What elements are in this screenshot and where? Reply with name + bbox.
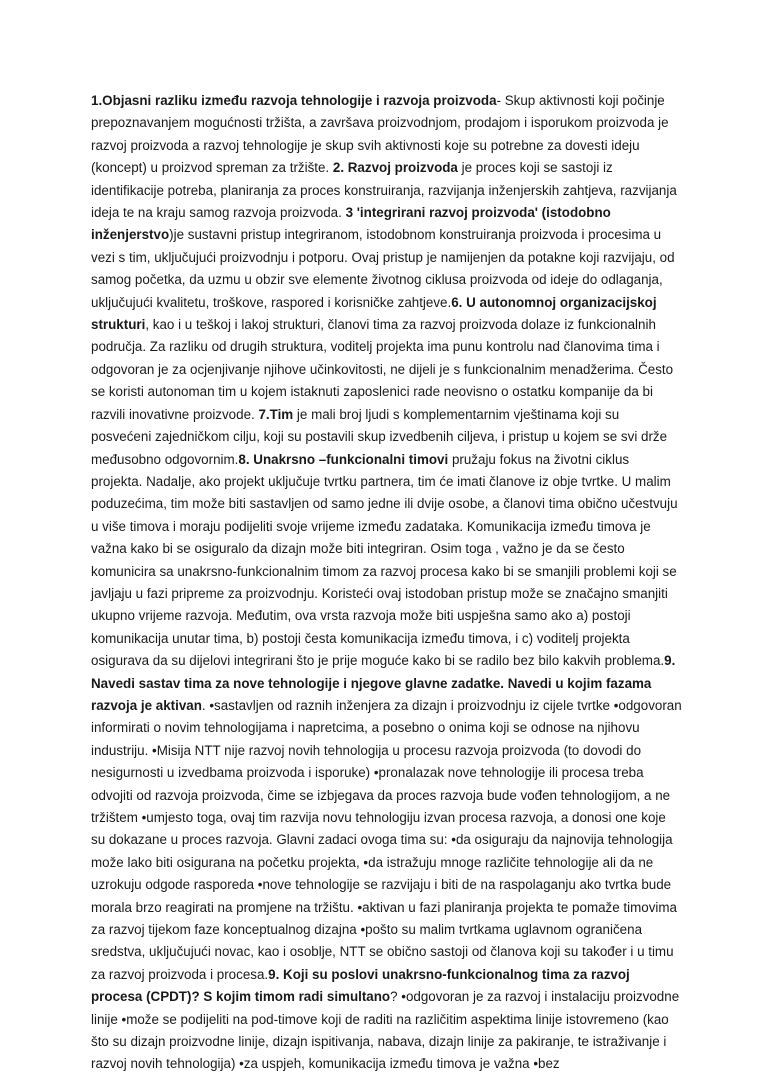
paragraph-q7: je mali broj ljudi s komplementarnim vještinama koji su posvećeni zajedničkom cilju, koji su postavili skup izvedbenih ciljeva, i pristup u kojem se svi drže međusobno odgovornim. [91,406,668,467]
heading-q9b: 9. Koji su poslovi unakrsno-funkcionalnog tima za razvoj procesa (CPDT)? S kojim timom radi simultano [91,966,630,1005]
heading-q9a: 9. Navedi sastav tima za nove tehnologije i njegove glavne zadatke. Navedi u kojim fazama razvoja je aktivan [91,653,676,713]
heading-q8: 8. Unakrsno –funkcionalni timovi [238,451,449,467]
heading-q1: 1.Objasni razliku između razvoja tehnologije i razvoja proizvoda [91,93,497,108]
paragraph-q6: , kao i u teškoj i lakoj strukturi, članovi tima za razvoj proizvoda dolaze iz funkcionalnih područja. Za razliku od drugih struktura, voditelj projekta ima punu kontrolu nad članovima tima i odgovoran je za ocjenjivanje njihove učinkovitosti, ne dijeli je s funkcionalnim menadžerima. Često se koristi autonoman tim u kojem istaknuti zaposlenici rade neovisno o ostatku kompanije da bi razvili inovativne proizvode. [91,317,674,422]
heading-q2: 2. Razvoj proizvoda [332,160,458,176]
heading-q6: 6. U autonomnoj organizacijskoj strukturi [91,294,657,333]
paragraph-q3: )je sustavni pristup integriranom, istodobnom konstruiranja proizvoda i procesima u vezi s tim, uključujući proizvodnju i potporu. Ovaj pristup je namijenjen da potakne koji razvijaju, od samog početka, da uzmu u obzir sve elemente životnog ciklusa proizvoda od ideje do odlaganja, uključujući kvalitetu, troškove, raspored i korisničke zahtjeve. [91,227,675,310]
paragraph-q9b: ? •odgovoran je za razvoj i instalaciju proizvodne linije •može se podijeliti na pod-timove koji de raditi na različitim aspektima linije istovremeno (kao što su dizajn proizvodne linije, dizajn ispitivanja, nabava, dizajn linije za pakiranje, te istraživanje i razvoj novih tehnologija) •za uspjeh, komunikacija između timova je važna •bez [91,989,680,1072]
document-body [91,90,683,1076]
heading-q3: 3 'integrirani razvoj proizvoda' (istodobno inženjerstvo [91,205,611,243]
paragraph-q8: pružaju fokus na životni ciklus projekta. Nadalje, ako projekt uključuje tvrtku partnera, tim će imati članove iz obje tvrtke. U malim poduzećima, tim može biti sastavljen od samo jedne ili dvije osobe, a članovi tima obično učestvuju u više timova i moraju podijeliti svoje vrijeme između zadataka. Komunikacija između timova je važna kako bi se osiguralo da dizajn može biti integriran. Osim toga , važno je da se često komunicira sa unakrsno-funkcionalnim timom za razvoj procesa kako bi se smanjili problemi koji se javljaju u fazi pripreme za proizvodnju. Koristeći ovaj istodoban pristup može se značajno smanjiti ukupno vrijeme razvoja. Međutim, ova vrsta razvoja može biti uspješna samo ako a) postoji komunikacija unutar tima, b) postoji česta komunikacija između timova, i c) voditelj projekta osigurava da su dijelovi integrirani što je prije moguće kako bi se radilo bez bilo kakvih problema. [91,451,678,669]
paragraph-q2: je proces koji se sastoji iz identifikacije potreba, planiranja za proces konstruiranja, razvijanja inženjerskih zahtjeva, razvijanja ideja te na kraju samog razvoja proizvoda. [91,160,677,221]
paragraph-q9a: . •sastavljen od raznih inženjera za dizajn i proizvodnju iz cijele tvrtke •odgovoran informirati o novim tehnologijama i napretcima, a posebno o onima koji se odnose na njihovu industriju. •Misija NTT nije razvoj novih tehnologija u procesu razvoja proizvoda (to dovodi do nesigurnosti u izvedbama proizvoda i isporuke) •pronalazak nove tehnologije ili procesa treba odvojiti od razvoja proizvoda, čime se izbjegava da proces razvoja bude vođen tehnologijom, a ne tržištem •umjesto toga, ovaj tim razvija novu tehnologiju izvan procesa razvoja, a donosi one koje su dokazane u proces razvoja. Glavni zadaci ovoga tima su: •da osiguraju da najnovija tehnologija može lako biti osigurana na početku projekta, •da istražuju mnoge različite tehnologije ali da ne uzrokuju odgode rasporeda •nove tehnologije se razvijaju i biti de na raspolaganju ako tvrtka bude morala brzo reagirati na promjene na tržištu. •aktivan u fazi planiranja projekta te pomaže timovima za razvoj tijekom faze konceptualnog dizajna •pošto su malim tvrtkama uglavnom ograničena sredstva, uključujući novac, kao i osoblje, NTT se obično sastoji od članova koji su također i u timu za razvoj proizvoda i procesa. [91,697,682,982]
heading-q7: 7.Tim [258,406,294,422]
paragraph-q1: - Skup aktivnosti koji počinje prepoznavanjem mogućnosti tržišta, a završava proizvodnjom, prodajom i isporukom proizvoda je razvoj proizvoda a razvoj tehnologije je skup svih aktivnosti koje su potrebne za dovesti ideju (koncept) u proizvod spreman za tržište. [91,93,669,176]
